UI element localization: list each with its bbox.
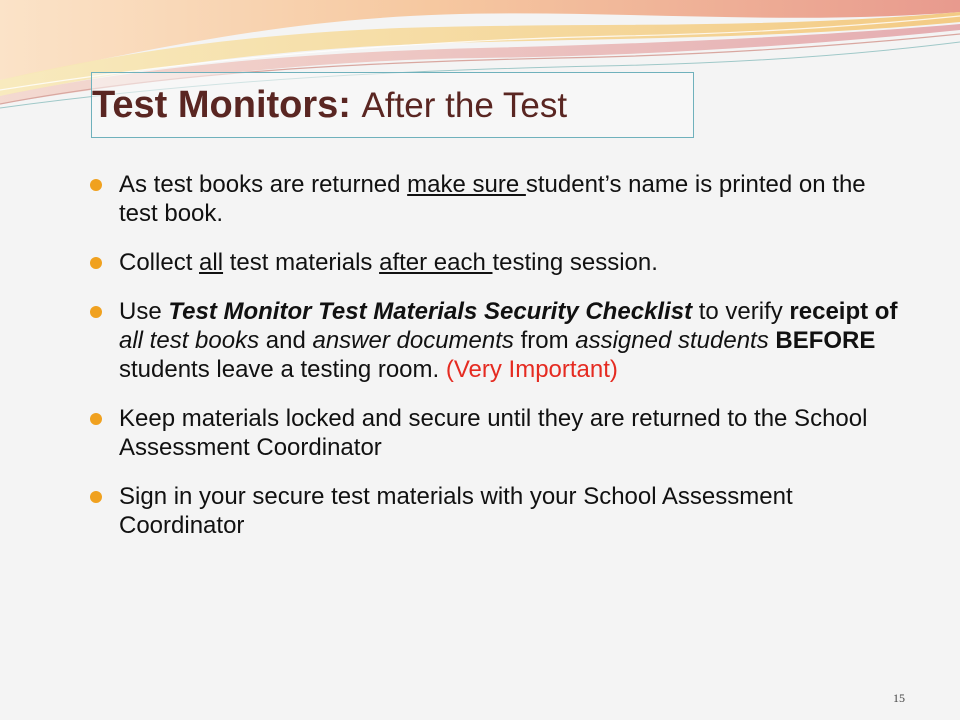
bullet-item: As test books are returned make sure student’s name is printed on the test book. xyxy=(90,170,910,228)
underlined-text: make sure xyxy=(407,171,526,198)
bullet-dot-icon xyxy=(90,257,102,269)
bullet-item: Collect all test materials after each testing session. xyxy=(90,248,910,277)
checklist-name: Test Monitor Test Materials Security Checklist xyxy=(168,298,693,325)
bullet-dot-icon xyxy=(90,491,102,503)
very-important-note: (Very Important) xyxy=(445,356,618,383)
underlined-text: all xyxy=(199,249,224,276)
underlined-text: after each xyxy=(379,249,493,276)
title-subtitle: After the Test xyxy=(361,86,568,125)
bullet-list xyxy=(90,170,910,560)
bullet-item: Use Test Monitor Test Materials Security Checklist to verify receipt of all test books and answer documents from assigned students BEFORE students leave a testing room. (Very Important) xyxy=(90,297,910,384)
page-number: 15 xyxy=(893,691,905,705)
bullet-item: Sign in your secure test materials with your School Assessment Coordinator xyxy=(90,482,910,540)
bullet-dot-icon xyxy=(90,306,102,318)
bullet-dot-icon xyxy=(90,413,102,425)
slide-title xyxy=(92,82,567,129)
bullet-dot-icon xyxy=(90,179,102,191)
bullet-item: Keep materials locked and secure until they are returned to the School Assessment Coordinator xyxy=(90,404,910,462)
title-main: Test Monitors: xyxy=(92,84,351,126)
